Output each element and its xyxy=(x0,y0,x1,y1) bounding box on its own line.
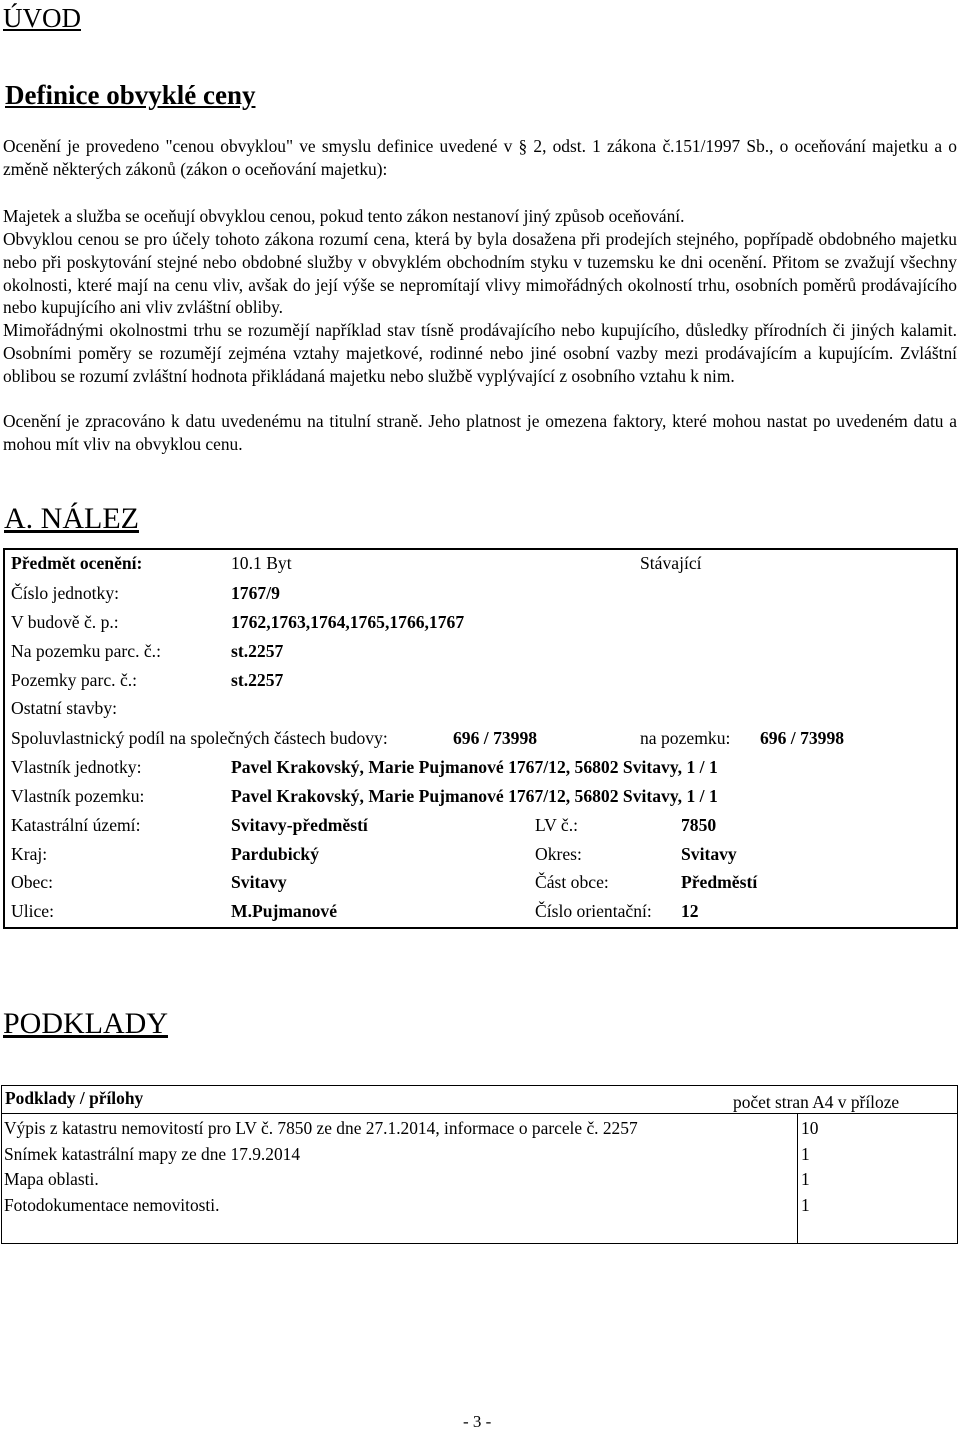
podil-pozemek-value: 696 / 73998 xyxy=(760,728,845,748)
ulice-value: M.Pujmanové xyxy=(231,901,338,921)
okres-value: Svitavy xyxy=(681,844,737,864)
intro-paragraph-4: Mimořádnými okolnostmi trhu se rozumějí například stav tísně prodávajícího nebo kupujícího, důsledky přírodních či jiných kalamit. Osobními poměry se rozumějí zejména vztahy majetkové, rodinné nebo jiné osobní vazby mezi prodávajícím a kupujícím. Zvláštní oblibou se rozumí zvláštní hodnota přikládaná majetku nebo službě vyplývající z osobního vztahu k nim. xyxy=(3,320,957,386)
podklady-row-text: Fotodokumentace nemovitosti. xyxy=(4,1195,220,1215)
ku-value: Svitavy-předměstí xyxy=(231,815,368,835)
heading-podklady: PODKLADY xyxy=(3,1007,168,1040)
podil-label: Spoluvlastnický podíl na společných částech budovy: xyxy=(11,728,388,748)
predmet-status: Stávající xyxy=(640,553,702,573)
orient-value: 12 xyxy=(681,901,699,921)
heading-nalez: A. NÁLEZ xyxy=(4,502,139,535)
budove-label: V budově č. p.: xyxy=(11,612,119,632)
cast-label: Část obce: xyxy=(535,872,609,892)
heading-uvod: ÚVOD xyxy=(3,3,81,33)
kraj-label: Kraj: xyxy=(11,844,48,864)
lv-value: 7850 xyxy=(681,815,717,835)
podklady-row-count: 10 xyxy=(801,1118,819,1138)
pozemky-label: Pozemky parc. č.: xyxy=(11,670,138,690)
predmet-label: Předmět ocenění: xyxy=(11,553,143,573)
podklady-row-count: 1 xyxy=(801,1195,810,1215)
podklady-header-divider xyxy=(1,1113,958,1114)
vlastnik-pozemku-value: Pavel Krakovský, Marie Pujmanové 1767/12, 56802 Svitavy, 1 / 1 xyxy=(231,786,718,806)
kraj-value: Pardubický xyxy=(231,844,319,864)
podklady-row-count: 1 xyxy=(801,1169,810,1189)
pozemku-label: Na pozemku parc. č.: xyxy=(11,641,161,661)
podil-pozemek-label: na pozemku: xyxy=(640,728,731,748)
vlastnik-jednotky-value: Pavel Krakovský, Marie Pujmanové 1767/12, 56802 Svitavy, 1 / 1 xyxy=(231,757,718,777)
vlastnik-jednotky-label: Vlastník jednotky: xyxy=(11,757,142,777)
cast-value: Předměstí xyxy=(681,872,758,892)
podklady-header-left: Podklady / přílohy xyxy=(5,1088,144,1108)
cislo-label: Číslo jednotky: xyxy=(11,583,120,603)
obec-label: Obec: xyxy=(11,872,54,892)
podklady-row-count: 1 xyxy=(801,1144,810,1164)
ku-label: Katastrální území: xyxy=(11,815,141,835)
intro-paragraph-5: Ocenění je zpracováno k datu uvedenému na titulní straně. Jeho platnost je omezena faktory, které mohou nastat po uvedeném datu a mohou mít vliv na obvyklou cenu. xyxy=(3,411,957,454)
ulice-label: Ulice: xyxy=(11,901,54,921)
podklady-header-right: počet stran A4 v příloze xyxy=(733,1092,900,1112)
heading-definice: Definice obvyklé ceny xyxy=(5,80,256,110)
ostatni-label: Ostatní stavby: xyxy=(11,698,118,718)
podklady-row-text: Snímek katastrální mapy ze dne 17.9.2014 xyxy=(4,1144,301,1164)
podil-value: 696 / 73998 xyxy=(453,728,538,748)
intro-paragraph-2: Majetek a služba se oceňují obvyklou cenou, pokud tento zákon nestanoví jiný způsob oceňování. xyxy=(3,206,685,226)
podklady-row-text: Výpis z katastru nemovitostí pro LV č. 7850 ze dne 27.1.2014, informace o parcele č. 2257 xyxy=(4,1118,638,1138)
cislo-value: 1767/9 xyxy=(231,583,280,603)
orient-label: Číslo orientační: xyxy=(535,901,652,921)
vlastnik-pozemku-label: Vlastník pozemku: xyxy=(11,786,145,806)
predmet-value: 10.1 Byt xyxy=(231,553,292,573)
page-number: - 3 - xyxy=(463,1412,492,1431)
obec-value: Svitavy xyxy=(231,872,287,892)
budove-value: 1762,1763,1764,1765,1766,1767 xyxy=(231,612,465,632)
pozemku-value: st.2257 xyxy=(231,641,284,661)
podklady-column-divider xyxy=(797,1114,798,1243)
intro-paragraph-3: Obvyklou cenou se pro účely tohoto zákona rozumí cena, která by byla dosažena při prodejích stejného, popřípadě obdobného majetku nebo při poskytování stejné nebo obdobné služby v obvyklém obchodním styku v tuzemsku ke dni ocenění. Přitom se zvažují všechny okolnosti, které mají na cenu vliv, avšak do její výše se nepromítají vlivy mimořádných okolností trhu, osobních poměrů prodávajícího nebo kupujícího ani vliv zvláštní obliby. xyxy=(3,229,957,318)
lv-label: LV č.: xyxy=(535,815,579,835)
intro-paragraph-1: Ocenění je provedeno "cenou obvyklou" ve smyslu definice uvedené v § 2, odst. 1 zákona č.151/1997 Sb., o oceňování majetku a o změně některých zákonů (zákon o oceňování majetku): xyxy=(3,136,957,179)
pozemky-value: st.2257 xyxy=(231,670,284,690)
podklady-row-text: Mapa oblasti. xyxy=(4,1169,99,1189)
okres-label: Okres: xyxy=(535,844,582,864)
